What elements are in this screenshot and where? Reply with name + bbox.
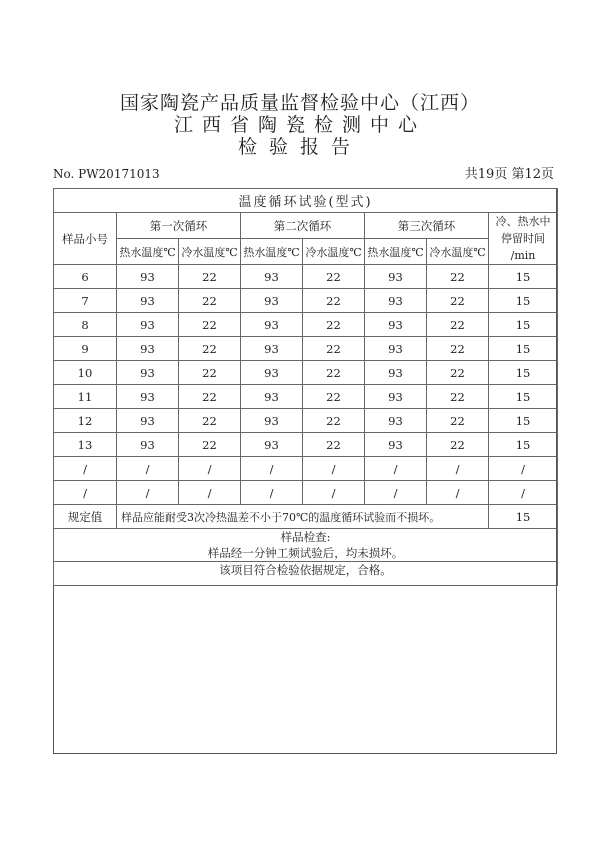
table-cell: /	[117, 481, 179, 505]
table-cell: 22	[179, 385, 241, 409]
table-cell: /	[241, 481, 303, 505]
table-cell: 93	[241, 361, 303, 385]
cycle-2-header: 第二次循环	[241, 213, 365, 239]
table-row	[54, 289, 558, 313]
temp-header-row	[54, 239, 558, 265]
table-cell: /	[54, 457, 117, 481]
table-cell: 22	[427, 385, 489, 409]
table-cell: 93	[365, 433, 427, 457]
table-cell: 22	[303, 409, 365, 433]
table-cell: 15	[489, 385, 558, 409]
table-cell: /	[241, 457, 303, 481]
table-cell: /	[427, 457, 489, 481]
check-text: 样品经一分钟工频试验后，均未损坏。	[207, 546, 404, 560]
table-cell: /	[117, 457, 179, 481]
table-row	[54, 265, 558, 289]
table-cell: 22	[303, 385, 365, 409]
table-cell: 22	[303, 265, 365, 289]
table-cell: /	[179, 457, 241, 481]
conclusion-row	[54, 562, 558, 586]
table-cell: 22	[427, 361, 489, 385]
table-cell: /	[489, 481, 558, 505]
rule-text: 样品应能耐受3次冷热温差不小于70℃的温度循环试验而不损坏。	[117, 505, 489, 529]
table-row	[54, 337, 558, 361]
table-cell: 93	[365, 265, 427, 289]
table-cell: 93	[117, 337, 179, 361]
table-cell: 13	[54, 433, 117, 457]
table-cell: 93	[365, 361, 427, 385]
cold-temp-header: 冷水温度℃	[303, 239, 365, 265]
table-cell: 22	[427, 433, 489, 457]
table-cell: 93	[117, 385, 179, 409]
table-cell: 93	[365, 313, 427, 337]
stay-header-line1: 冷、热水中	[495, 215, 551, 228]
table-cell: 10	[54, 361, 117, 385]
stay-header-line2: 停留时间	[501, 232, 546, 245]
table-cell: 22	[179, 265, 241, 289]
table-row	[54, 457, 558, 481]
table-cell: 93	[365, 385, 427, 409]
table-cell: /	[54, 481, 117, 505]
cold-temp-header: 冷水温度℃	[179, 239, 241, 265]
sample-header: 样品小号	[54, 213, 117, 265]
table-cell: /	[365, 481, 427, 505]
hot-temp-header: 热水温度℃	[365, 239, 427, 265]
table-cell: 22	[303, 313, 365, 337]
table-row	[54, 385, 558, 409]
cycle-3-header: 第三次循环	[365, 213, 489, 239]
table-cell: 22	[427, 337, 489, 361]
table-row	[54, 313, 558, 337]
table-cell: 22	[427, 313, 489, 337]
table-cell: 22	[179, 289, 241, 313]
table-cell: 8	[54, 313, 117, 337]
table-cell: 93	[241, 409, 303, 433]
rule-row	[54, 505, 558, 529]
table-cell: 93	[365, 409, 427, 433]
table-cell: 9	[54, 337, 117, 361]
header-line1: 国家陶瓷产品质量监督检验中心（江西）	[119, 92, 480, 114]
test-table	[53, 188, 558, 586]
table-cell: 22	[303, 337, 365, 361]
table-row	[54, 433, 558, 457]
table-cell: 93	[117, 409, 179, 433]
report-number: No. PW20171013	[53, 167, 160, 181]
table-cell: 11	[54, 385, 117, 409]
table-cell: 15	[489, 313, 558, 337]
header-line3: 检验报告	[237, 136, 362, 158]
cycle-header-row	[54, 213, 558, 239]
table-cell: /	[303, 481, 365, 505]
table-cell: 22	[179, 361, 241, 385]
rule-label: 规定值	[54, 505, 117, 529]
check-cell	[54, 529, 558, 562]
table-cell: /	[365, 457, 427, 481]
table-cell: 93	[241, 337, 303, 361]
table-cell: 22	[303, 361, 365, 385]
table-cell: 93	[117, 433, 179, 457]
table-cell: 15	[489, 433, 558, 457]
table-cell: 22	[427, 409, 489, 433]
table-cell: 93	[117, 289, 179, 313]
rule-value: 15	[489, 505, 558, 529]
table-cell: 93	[241, 433, 303, 457]
table-cell: 12	[54, 409, 117, 433]
page-count: 共19页 第12页	[464, 167, 554, 182]
table-cell: 93	[241, 313, 303, 337]
table-cell: 15	[489, 289, 558, 313]
cycle-1-header: 第一次循环	[117, 213, 241, 239]
table-cell: 93	[241, 385, 303, 409]
table-cell: 22	[179, 433, 241, 457]
table-cell: /	[427, 481, 489, 505]
table-cell: /	[179, 481, 241, 505]
table-cell: 22	[179, 337, 241, 361]
table-cell: 93	[365, 337, 427, 361]
table-cell: 22	[179, 409, 241, 433]
stay-header-line3: /min	[510, 249, 536, 262]
hot-temp-header: 热水温度℃	[117, 239, 179, 265]
table-cell: 7	[54, 289, 117, 313]
table-cell: 22	[303, 289, 365, 313]
table-row	[54, 361, 558, 385]
table-cell: 15	[489, 337, 558, 361]
table-row	[54, 481, 558, 505]
table-cell: 22	[179, 313, 241, 337]
table-cell: 93	[241, 289, 303, 313]
table-cell: 93	[365, 289, 427, 313]
table-cell: 22	[303, 433, 365, 457]
table-cell: 22	[427, 289, 489, 313]
table-cell: 93	[241, 265, 303, 289]
check-row	[54, 529, 558, 562]
header-line2: 江西省陶瓷检测中心	[173, 114, 426, 136]
conclusion-text: 该项目符合检验依据规定，合格。	[54, 562, 558, 586]
table-cell: 15	[489, 409, 558, 433]
table-cell: /	[489, 457, 558, 481]
table-cell: 93	[117, 361, 179, 385]
table-cell: 6	[54, 265, 117, 289]
table-row	[54, 409, 558, 433]
table-title-row	[54, 189, 558, 213]
stay-time-header	[489, 213, 558, 265]
cold-temp-header: 冷水温度℃	[427, 239, 489, 265]
table-cell: 93	[117, 265, 179, 289]
hot-temp-header: 热水温度℃	[241, 239, 303, 265]
table-cell: 15	[489, 361, 558, 385]
table-cell: /	[303, 457, 365, 481]
table-cell: 93	[117, 313, 179, 337]
check-title: 样品检查:	[280, 530, 331, 544]
table-title: 温度循环试验(型式)	[54, 189, 558, 213]
table-cell: 22	[427, 265, 489, 289]
table-cell: 15	[489, 265, 558, 289]
